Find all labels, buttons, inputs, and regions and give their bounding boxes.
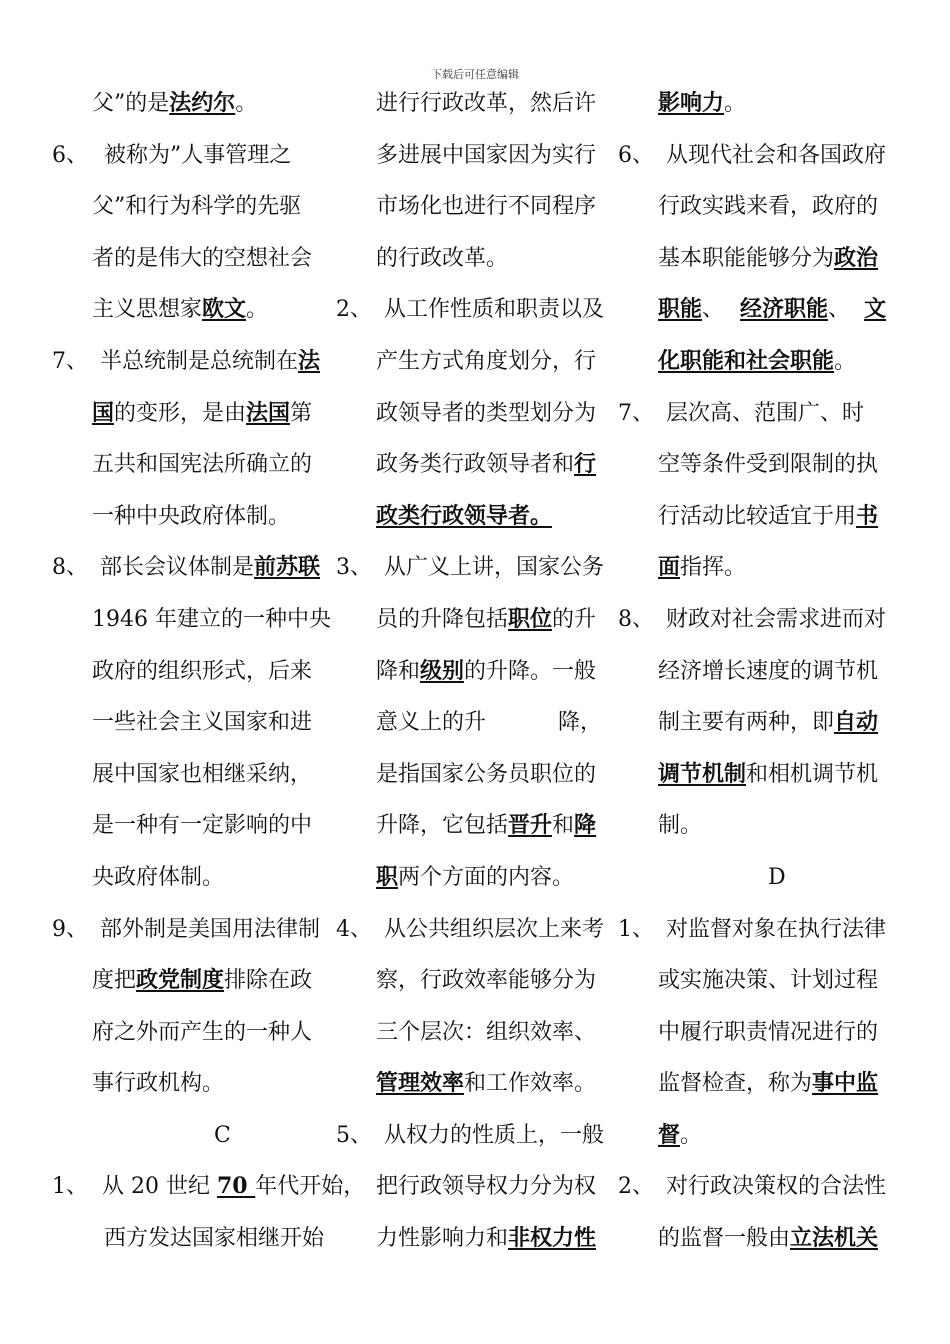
text-line: 三个层次：组织效率、 <box>376 1019 597 1045</box>
text-line: 或实施决策、计划过程 <box>658 968 879 994</box>
text-line: 府之外而产生的一种人 <box>92 1019 313 1045</box>
answer: 非权力性 <box>508 1225 597 1252</box>
text-line <box>336 491 636 543</box>
item-number: 6、 <box>618 142 654 168</box>
answer: 国 <box>92 399 115 426</box>
text-line: 央政府体制。 <box>92 864 225 890</box>
text-line: 空等条件受到限制的执 <box>658 452 879 478</box>
text-line: 者的是伟大的空想社会 <box>92 245 313 271</box>
answer: 法约尔 <box>169 90 236 116</box>
column-2 <box>336 78 636 1265</box>
text-line: 面指挥。 <box>658 554 747 581</box>
item-c1: 1、 从 20 世纪 70 年代开始， <box>52 1161 352 1213</box>
item-7: 7、 层次高、范围广、时 <box>618 388 918 440</box>
item-8: 8、 部长会议体制是前苏联 <box>52 542 352 594</box>
answer: 欧文 <box>202 296 247 323</box>
text-line: 察，行政效率能够分为 <box>376 968 597 994</box>
text-line: 五共和国宪法所确立的 <box>92 452 313 478</box>
text-line: 父”和行为科学的先驱 <box>92 194 302 220</box>
item-number: 5、 <box>336 1122 372 1148</box>
answer: 晋升 <box>508 812 553 839</box>
text-line: 员的升降包括职位的升 <box>376 605 597 632</box>
answer: 管理效率 <box>376 1070 465 1097</box>
text-line: 基本职能能够分为政治 <box>658 244 879 271</box>
answer: 行 <box>574 451 597 478</box>
text-line: 主义思想家欧文。 <box>92 296 269 323</box>
column-3 <box>618 78 918 1265</box>
item-number: 4、 <box>336 916 372 942</box>
text-line: 管理效率和工作效率。 <box>376 1070 597 1097</box>
item-number: 9、 <box>52 916 88 942</box>
item-number: 8、 <box>52 555 88 581</box>
answer: 法 <box>298 347 321 374</box>
answer: 化职能和社会职能 <box>658 347 835 374</box>
text-line: 化职能和社会职能。 <box>658 347 857 374</box>
answer: 前苏联 <box>254 554 321 581</box>
item-number: 6、 <box>52 142 88 168</box>
answer: 政类行政领导者。 <box>376 502 553 529</box>
item-6: 6、 从现代社会和各国政府 <box>618 130 918 182</box>
text-line: 行活动比较适宜于用书 <box>658 502 879 529</box>
answer: 降 <box>574 812 597 839</box>
answer: 职能 <box>658 296 703 323</box>
text-line: 是一种有一定影响的中 <box>92 813 313 839</box>
item-number: 2、 <box>336 297 372 323</box>
answer: 文 <box>864 296 887 323</box>
text-line: 中履行职责情况进行的 <box>658 1019 879 1045</box>
answer: 经济职能 <box>740 296 829 323</box>
item-d2: 2、 对行政决策权的合法性 <box>618 1161 918 1213</box>
answer: 督 <box>658 1121 681 1148</box>
answer: 调节机制 <box>658 760 747 787</box>
text-line: 父”的是法约尔。 <box>92 90 258 116</box>
item-d1: 1、 对监督对象在执行法律 <box>618 904 918 956</box>
item-number: 8、 <box>618 606 654 632</box>
answer: 职位 <box>508 605 553 632</box>
item-3: 3、 从广义上讲，国家公务 <box>336 542 636 594</box>
text-line: 产生方式角度划分，行 <box>376 348 597 374</box>
answer: 级别 <box>420 657 465 684</box>
item-7: 7、 半总统制是总统制在法 <box>52 336 352 388</box>
text-line: 升降，它包括晋升和降 <box>376 812 597 839</box>
text-line: 把行政领导权力分为权 <box>376 1174 597 1200</box>
answer: 立法机关 <box>790 1225 879 1252</box>
item-number: 3、 <box>336 555 372 581</box>
text-line: 的行政改革。 <box>376 245 509 271</box>
item-number: 7、 <box>52 348 88 374</box>
item-number: 1、 <box>618 916 654 942</box>
answer: 事中监 <box>812 1070 879 1097</box>
text-line: 市场化也进行不同程序 <box>376 194 597 220</box>
item-9: 9、 部外制是美国用法律制 <box>52 904 352 956</box>
text-line: 力性影响力和非权力性 <box>376 1225 597 1252</box>
text-line: 职两个方面的内容。 <box>376 863 575 890</box>
text-line: 政府的组织形式，后来 <box>92 658 313 684</box>
text-line: 职能、 经济职能、 文 <box>658 296 887 323</box>
text-line: 的监督一般由立法机关 <box>658 1225 879 1252</box>
answer: 法国 <box>246 399 291 426</box>
text-line: 政领导者的类型划分为 <box>376 400 597 426</box>
text-line: 经济增长速度的调节机 <box>658 658 879 684</box>
text-line: 多进展中国家因为实行 <box>376 142 597 168</box>
text-line: 调节机制和相机调节机 <box>658 760 879 787</box>
item-number: 7、 <box>618 400 654 426</box>
item-6: 6、 被称为”人事管理之 <box>52 130 352 182</box>
text-line: 制。 <box>658 813 703 839</box>
column-1 <box>52 78 366 1265</box>
item-number: 2、 <box>618 1174 654 1200</box>
item-8: 8、 财政对社会需求进而对 <box>618 594 918 646</box>
text-line: 制主要有两种，即自动 <box>658 709 879 736</box>
section-heading-d: D <box>768 864 786 890</box>
item-2: 2、 从工作性质和职责以及 <box>336 284 636 336</box>
section-heading-c: C <box>214 1122 231 1148</box>
text-line: 度把政党制度排除在政 <box>92 967 313 994</box>
text-line: 一些社会主义国家和进 <box>92 710 313 736</box>
answer: 职 <box>376 863 399 890</box>
text-line: 进行行政改革，然后许 <box>376 91 597 116</box>
text-line: 展中国家也相继采纳， <box>92 761 313 787</box>
item-number: 1、 <box>52 1174 88 1200</box>
page-header: 下载后可任意编辑 <box>431 68 519 81</box>
text-line: 1946 年建立的一种中央 <box>92 606 331 632</box>
text-line: 是指国家公务员职位的 <box>376 761 597 787</box>
answer: 影响力 <box>658 90 725 116</box>
text-line: 西方发达国家相继开始 <box>104 1226 325 1252</box>
item-4: 4、 从公共组织层次上来考 <box>336 904 636 956</box>
text-line: 监督检查，称为事中监 <box>658 1070 879 1097</box>
item-5: 5、 从权力的性质上，一般 <box>336 1110 636 1162</box>
text-line: 影响力。 <box>658 90 747 116</box>
text-line: 意义上的升 降， <box>376 710 603 736</box>
answer: 政治 <box>834 244 879 271</box>
answer: 自动 <box>834 709 879 736</box>
text-line: 一种中央政府体制。 <box>92 503 291 529</box>
answer: 70 <box>216 1173 256 1200</box>
text-line: 降和级别的升降。一般 <box>376 657 597 684</box>
answer: 面 <box>658 554 681 581</box>
text-line: 督。 <box>658 1121 703 1148</box>
text-line: 行政实践来看，政府的 <box>658 194 879 220</box>
text-line: 政务类行政领导者和行 <box>376 451 597 478</box>
text-line: 国的变形，是由法国第 <box>92 399 313 426</box>
answer: 书 <box>856 502 879 529</box>
text-line: 事行政机构。 <box>92 1071 225 1097</box>
answer: 政党制度 <box>136 967 225 994</box>
